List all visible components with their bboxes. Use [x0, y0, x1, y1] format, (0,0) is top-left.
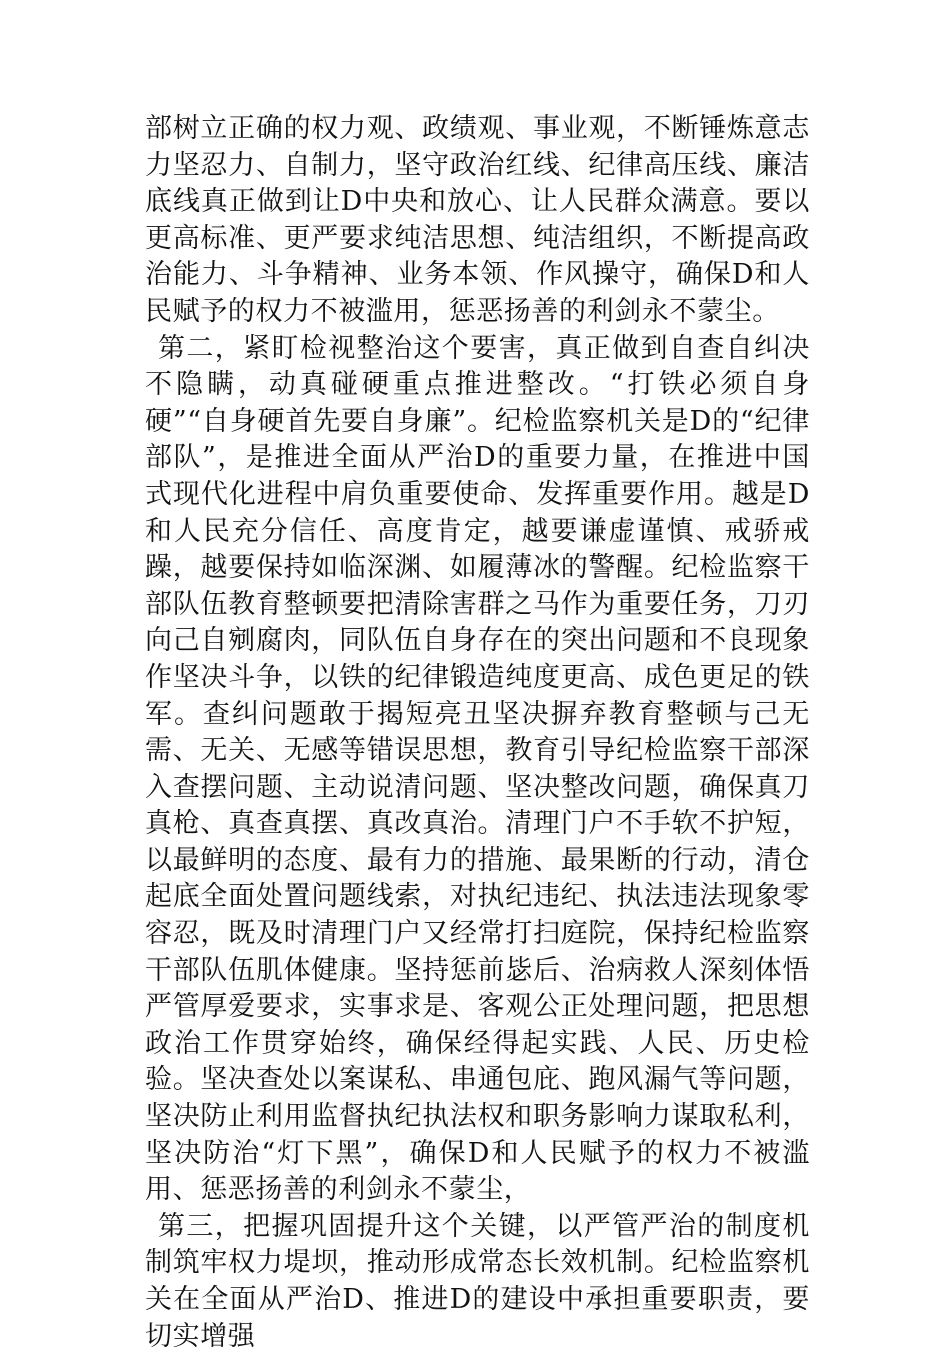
paragraph-2: 第二，紧盯检视整治这个要害，真正做到自查自纠决不隐瞒，动真碰硬重点推进整改。“打铁必须自身硬”“自身硬首先要自身廉”。纪检监察机关是D的“纪律部队”，是推进全面从严治D的重要力量，在推进中国式现代化进程中肩负重要使命、发挥重要作用。越是D和人民充分信任、高度肯定，越要谦虚谨慎、戒骄戒躁，越要保持如临深渊、如履薄冰的警醒。纪检监察干部队伍教育整顿要把清除害群之马作为重要任务，刀刃向己自剜腐肉，同队伍自身存在的突出问题和不良现象作坚决斗争，以铁的纪律锻造纯度更高、成色更足的铁军。查纠问题敢于揭短亮丑坚决摒弃教育整顿与己无需、无关、无感等错误思想，教育引导纪检监察干部深入查摆问题、主动说清问题、坚决整改问题，确保真刀真枪、真查真摆、真改真治。清理门户不手软不护短，以最鲜明的态度、最有力的措施、最果断的行动，清仓起底全面处置问题线索，对执纪违纪、执法违法现象零容忍，既及时清理门户又经常打扫庭院，保持纪检监察干部队伍肌体健康。坚持惩前毖后、治病救人深刻体悟严管厚爱要求，实事求是、客观公正处理问题，把思想政治工作贯穿始终，确保经得起实践、人民、历史检验。坚决查处以案谋私、串通包庇、跑风漏气等问题，坚决防止利用监督执纪执法权和职务影响力谋取私利，坚决防治“灯下黑”，确保D和人民赋予的权力不被滥用、惩恶扬善的利剑永不蒙尘， [145, 332, 810, 1206]
paragraph-3: 第三，把握巩固提升这个关键，以严管严治的制度机制筑牢权力堤坝，推动形成常态长效机制。纪检监察机关在全面从严治D、推进D的建设中承担重要职责，要切实增强 [145, 1210, 810, 1352]
document-body [145, 111, 810, 1355]
paragraph-1: 部树立正确的权力观、政绩观、事业观，不断锤炼意志力坚忍力、自制力，坚守政治红线、纪律高压线、廉洁底线真正做到让D中央和放心、让人民群众满意。要以更高标准、更严要求纯洁思想、纯洁组织，不断提高政治能力、斗争精神、业务本领、作风操守，确保D和人民赋予的权力不被滥用，惩恶扬善的利剑永不蒙尘。 [145, 113, 810, 327]
